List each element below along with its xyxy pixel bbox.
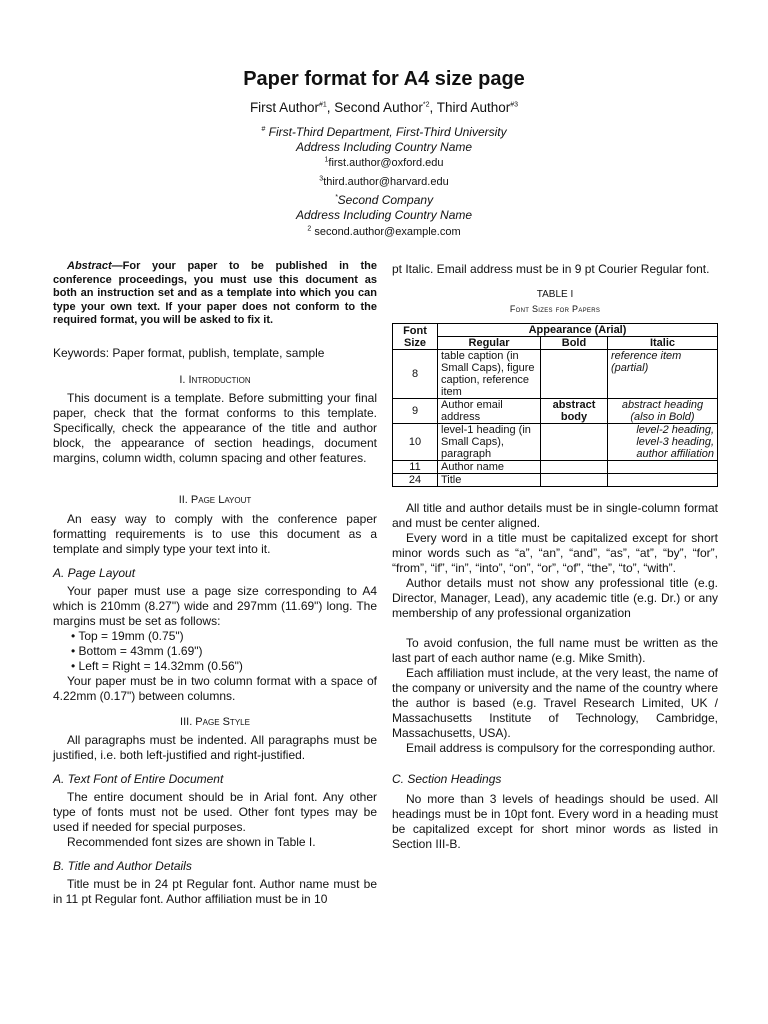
table-cell-regular: Title xyxy=(438,474,541,487)
right-column xyxy=(392,262,718,852)
affiliation-1-address: Address Including Country Name xyxy=(295,140,473,154)
author-2-sup: *2 xyxy=(422,101,430,109)
left-column xyxy=(53,260,377,907)
table-cell-italic: level-2 heading, level-3 heading, author affiliation xyxy=(608,424,718,461)
table-cell-bold xyxy=(541,350,608,399)
paragraph: To avoid confusion, the full name must be written as the last part of each author name (e.g. Mike Smith). xyxy=(392,636,718,665)
table-row xyxy=(393,474,718,487)
author-line xyxy=(0,100,768,115)
abstract-text: —For your paper to be published in the conference proceedings, you must use this document as both an instruction set and as a template into which you can type your own text. If your paper does not conform to the required format, you will be asked to fix it. xyxy=(53,260,377,326)
paragraph: An easy way to comply with the conference paper formatting requirements is to use this document as a template and simply type your text into it. xyxy=(53,511,377,556)
affiliation-1-sup: # xyxy=(261,126,266,133)
author-1: First Author xyxy=(249,100,319,115)
table-header-bold: Bold xyxy=(541,337,608,350)
table-row xyxy=(393,461,718,474)
author-3: , Third Author xyxy=(429,100,511,115)
list-item: • Top = 19mm (0.75") xyxy=(71,628,184,643)
font-size-table xyxy=(392,323,718,487)
table-header-font-size: Font Size xyxy=(393,324,438,350)
table-header-regular: Regular xyxy=(438,337,541,350)
paragraph: Your paper must use a page size corresponding to A4 which is 210mm (8.27") wide and 297mm (11.69") long. The margins must be set as follows: xyxy=(53,583,377,628)
table-title: Font Sizes for Papers xyxy=(509,304,601,314)
email-1-text: first.author@oxford.edu xyxy=(328,157,444,169)
table-cell-size: 24 xyxy=(393,474,438,487)
table-header-italic: Italic xyxy=(608,337,718,350)
abstract xyxy=(53,260,377,328)
table-header-appearance: Appearance (Arial) xyxy=(438,324,718,337)
affiliation-2-address: Address Including Country Name xyxy=(295,208,473,222)
subsection-heading-text-font: A. Text Font of Entire Document xyxy=(53,771,224,786)
paragraph: The entire document should be in Arial font. Any other type of fonts must not be used. Other font types may be used if needed for special purposes. xyxy=(53,789,377,834)
table-cell-size: 11 xyxy=(393,461,438,474)
table-cell-regular: Author email address xyxy=(438,399,541,424)
table-row xyxy=(393,350,718,399)
table-row xyxy=(393,424,718,461)
table-row xyxy=(393,399,718,424)
table-cell-size: 9 xyxy=(393,399,438,424)
affiliation-1 xyxy=(0,125,768,139)
subsection-heading-title-author: B. Title and Author Details xyxy=(53,858,192,873)
email-1 xyxy=(0,157,768,169)
email-3-sup: 3 xyxy=(319,175,324,183)
table-cell-italic: abstract heading (also in Bold) xyxy=(608,399,718,424)
paragraph: All paragraphs must be indented. All paragraphs must be justified, i.e. both left-justified and right-justified. xyxy=(53,732,377,762)
paragraph: No more than 3 levels of headings should be used. All headings must be in 10pt font. Every word in a heading must be capitalized except for short minor words as listed in Section III-B. xyxy=(392,792,718,851)
affiliation-2 xyxy=(0,193,768,207)
paragraph: Each affiliation must include, at the very least, the name of the company or university and the name of the country where the author is based (e.g. Travel Research Limited, UK / Massachusetts Institute of Technology, Cambridge, Massachusetts, USA). xyxy=(392,666,718,740)
paragraph: pt Italic. Email address must be in 9 pt Courier Regular font. xyxy=(392,262,710,276)
table-cell-bold xyxy=(541,424,608,461)
paragraph: All title and author details must be in single-column format and must be center aligned. xyxy=(392,501,718,530)
email-2 xyxy=(0,226,768,238)
section-heading-page-layout: II. Page Layout xyxy=(178,493,252,506)
subsection-heading-section-headings: C. Section Headings xyxy=(392,772,502,786)
affiliation-2-sup: * xyxy=(334,194,338,201)
table-cell-bold xyxy=(541,461,608,474)
author-3-sup: #3 xyxy=(510,101,519,109)
email-3 xyxy=(0,176,768,188)
list-item: • Bottom = 43mm (1.69") xyxy=(71,643,203,658)
affiliation-2-text: Second Company xyxy=(337,193,434,207)
table-cell-size: 8 xyxy=(393,350,438,399)
table-cell-bold xyxy=(541,474,608,487)
table-cell-italic xyxy=(608,474,718,487)
email-3-text: third.author@harvard.edu xyxy=(323,176,449,188)
paragraph: Author details must not show any professional title (e.g. Director, Manager, Lead), any academic title (e.g. Dr.) or any membership of any professional organization xyxy=(392,576,718,620)
table-cell-size: 10 xyxy=(393,424,438,461)
email-1-sup: 1 xyxy=(324,156,329,164)
section-heading-introduction: I. Introduction xyxy=(179,373,251,386)
author-2: , Second Author xyxy=(326,100,423,115)
email-2-sup: 2 xyxy=(307,225,312,233)
list-item: • Left = Right = 14.32mm (0.56") xyxy=(71,658,243,673)
table-cell-italic: reference item (partial) xyxy=(608,350,718,399)
paper-title: Paper format for A4 size page xyxy=(243,68,525,90)
abstract-label: Abstract xyxy=(67,260,112,272)
paragraph: Email address is compulsory for the corresponding author. xyxy=(406,741,716,755)
table-cell-bold: abstract body xyxy=(541,399,608,424)
email-2-text: second.author@example.com xyxy=(314,226,461,238)
paragraph: Title must be in 24 pt Regular font. Author name must be in 11 pt Regular font. Author affiliation must be in 10 xyxy=(53,876,377,906)
author-1-sup: #1 xyxy=(318,101,327,109)
table-cell-italic xyxy=(608,461,718,474)
affiliation-1-text: First-Third Department, First-Third University xyxy=(268,125,507,139)
paragraph: Your paper must be in two column format with a space of 4.22mm (0.17") between columns. xyxy=(53,673,377,703)
table-cell-regular: Author name xyxy=(438,461,541,474)
keywords: Keywords: Paper format, publish, template, sample xyxy=(53,345,325,360)
table-cell-regular: table caption (in Small Caps), figure caption, reference item xyxy=(438,350,541,399)
table-caption: TABLE I xyxy=(536,289,574,300)
subsection-heading-page-layout: A. Page Layout xyxy=(53,565,136,580)
paragraph: This document is a template. Before submitting your final paper, check that the format conforms to this template. Specifically, check the appearance of the title and author block, the appearance of section headings, document margins, column width, column spacing and other features. xyxy=(53,390,377,465)
paragraph: Every word in a title must be capitalized except for short minor words such as “a”, “an”, “and”, “as”, “at”, “by”, “for”, “from”, “if”, “in”, “into”, “on”, “or”, “of”, “the”, “to”, “with”. xyxy=(392,531,718,575)
section-heading-page-style: III. Page Style xyxy=(180,715,250,728)
paragraph: Recommended font sizes are shown in Table I. xyxy=(67,834,316,849)
table-cell-regular: level-1 heading (in Small Caps), paragraph xyxy=(438,424,541,461)
